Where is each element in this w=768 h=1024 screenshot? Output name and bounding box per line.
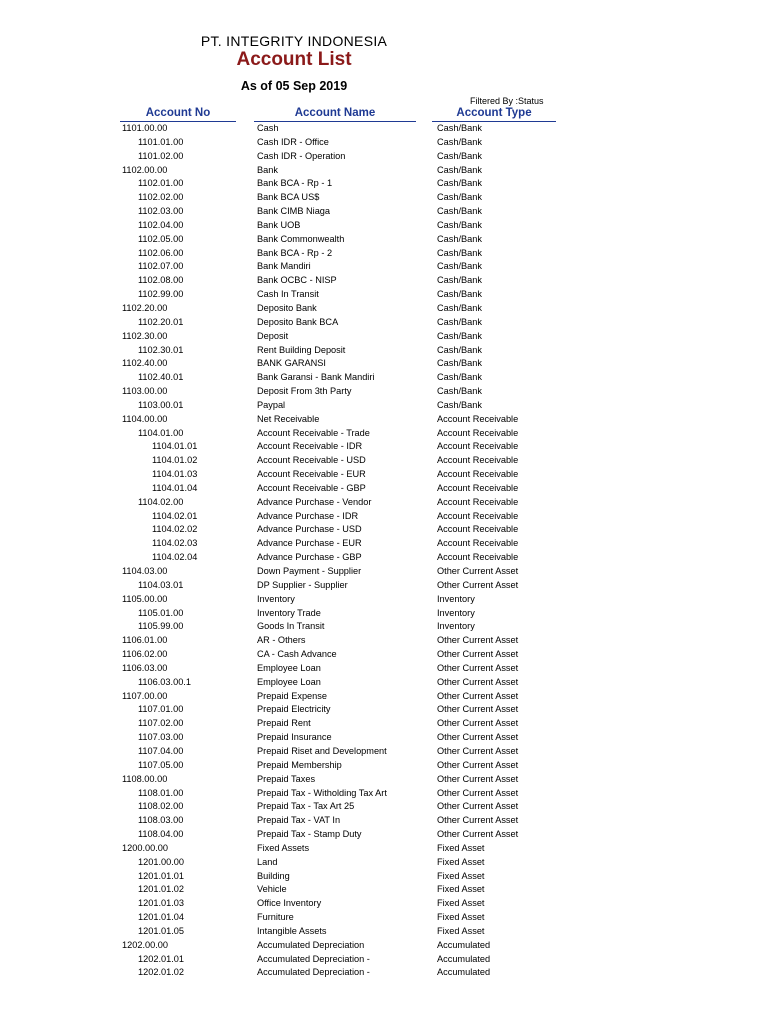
table-row <box>0 399 768 413</box>
account-name: DP Supplier - Supplier <box>257 579 348 590</box>
account-type: Other Current Asset <box>437 649 519 660</box>
account-type: Account Receivable <box>437 510 519 521</box>
account-name: Fixed Assets <box>257 842 310 853</box>
account-type: Account Receivable <box>437 427 519 438</box>
account-no: 1104.02.02 <box>152 524 198 535</box>
account-no: 1104.02.00 <box>138 496 184 507</box>
account-type: Account Receivable <box>437 455 519 466</box>
table-row <box>0 344 768 358</box>
account-type: Other Current Asset <box>437 773 519 784</box>
table-row <box>0 357 768 371</box>
account-no: 1202.01.02 <box>138 967 184 978</box>
table-row <box>0 842 768 856</box>
account-type: Other Current Asset <box>437 635 519 646</box>
account-no: 1106.01.00 <box>122 635 168 646</box>
table-row <box>0 330 768 344</box>
account-type: Fixed Asset <box>437 925 485 936</box>
account-name: Account Receivable - EUR <box>257 469 366 480</box>
company-name: PT. INTEGRITY INDONESIA <box>200 33 388 49</box>
account-no: 1102.04.00 <box>138 219 184 230</box>
account-no: 1104.02.01 <box>152 510 198 521</box>
account-type: Cash/Bank <box>437 275 482 286</box>
account-type: Other Current Asset <box>437 829 519 840</box>
account-no: 1108.02.00 <box>138 801 184 812</box>
account-type: Fixed Asset <box>437 898 485 909</box>
table-row <box>0 191 768 205</box>
account-type: Other Current Asset <box>437 676 519 687</box>
account-type: Fixed Asset <box>437 884 485 895</box>
account-name: BANK GARANSI <box>257 358 326 369</box>
account-name: Account Receivable - Trade <box>257 427 370 438</box>
table-row <box>0 648 768 662</box>
account-no: 1102.30.01 <box>138 344 184 355</box>
account-no: 1106.03.00.1 <box>138 676 191 687</box>
account-no: 1103.00.01 <box>138 399 184 410</box>
account-type: Other Current Asset <box>437 566 519 576</box>
account-name: Account Receivable - IDR <box>257 441 363 452</box>
table-row <box>0 413 768 427</box>
account-name: Prepaid Membership <box>257 759 342 770</box>
table-row <box>0 856 768 870</box>
account-name: Advance Purchase - EUR <box>257 538 362 549</box>
table-row <box>0 911 768 925</box>
account-no: 1201.00.00 <box>138 856 184 867</box>
table-row <box>0 593 768 607</box>
account-name: Prepaid Riset and Development <box>257 745 387 756</box>
account-no: 1106.03.00 <box>122 662 168 673</box>
account-no: 1201.01.04 <box>138 912 184 923</box>
table-row <box>0 482 768 496</box>
table-row <box>0 773 768 787</box>
account-no: 1105.00.00 <box>122 593 168 604</box>
account-name: Building <box>257 870 290 881</box>
report-date: As of 05 Sep 2019 <box>240 79 348 93</box>
account-name: Deposito Bank <box>257 302 317 313</box>
account-type: Fixed Asset <box>437 842 485 853</box>
account-type: Cash/Bank <box>437 399 482 410</box>
table-row <box>0 177 768 191</box>
account-no: 1104.01.00 <box>138 427 184 438</box>
table-row <box>0 371 768 385</box>
account-name: Deposit From 3th Party <box>257 386 352 397</box>
account-name: Bank Garansi - Bank Mandiri <box>257 372 375 383</box>
account-name: CA - Cash Advance <box>257 649 337 660</box>
account-type: Cash/Bank <box>437 330 482 341</box>
table-row <box>0 607 768 621</box>
account-type: Account Receivable <box>437 552 519 563</box>
account-type: Cash/Bank <box>437 206 482 217</box>
account-name: Prepaid Expense <box>257 690 327 701</box>
table-row <box>0 800 768 814</box>
account-no: 1102.01.00 <box>138 178 184 189</box>
account-name: Employee Loan <box>257 662 321 673</box>
account-no: 1103.00.00 <box>122 386 168 397</box>
column-header-account-type: Account Type <box>432 106 556 122</box>
table-row <box>0 703 768 717</box>
account-name: Account Receivable - GBP <box>257 482 366 493</box>
table-row <box>0 717 768 731</box>
account-type: Cash/Bank <box>437 358 482 369</box>
account-name: Bank Mandiri <box>257 261 311 272</box>
account-name: Deposito Bank BCA <box>257 316 339 327</box>
table-row <box>0 274 768 288</box>
table-row <box>0 759 768 773</box>
account-no: 1104.03.01 <box>138 579 184 590</box>
account-no: 1101.02.00 <box>138 150 184 161</box>
account-no: 1104.00.00 <box>122 413 168 424</box>
account-no: 1105.99.00 <box>138 621 184 632</box>
table-row <box>0 233 768 247</box>
account-no: 1102.20.01 <box>138 316 184 327</box>
account-type: Account Receivable <box>437 482 519 493</box>
account-name: Employee Loan <box>257 676 321 687</box>
table-row <box>0 150 768 164</box>
table-row <box>0 454 768 468</box>
table-row <box>0 925 768 939</box>
table-row <box>0 814 768 828</box>
account-name: Inventory <box>257 593 295 604</box>
table-row <box>0 136 768 150</box>
account-no: 1102.40.01 <box>138 372 184 383</box>
account-type: Accumulated <box>437 939 491 950</box>
account-type: Account Receivable <box>437 441 519 452</box>
account-type: Cash/Bank <box>437 344 482 355</box>
account-name: Goods In Transit <box>257 621 325 632</box>
table-row <box>0 164 768 178</box>
table-row <box>0 731 768 745</box>
account-no: 1107.04.00 <box>138 745 184 756</box>
account-no: 1102.02.00 <box>138 192 184 203</box>
table-row <box>0 662 768 676</box>
account-name: Cash IDR - Operation <box>257 150 346 161</box>
account-no: 1202.01.01 <box>138 953 184 964</box>
table-row <box>0 745 768 759</box>
account-type: Fixed Asset <box>437 870 485 881</box>
table-row <box>0 620 768 634</box>
account-no: 1105.01.00 <box>138 607 184 618</box>
account-no: 1106.02.00 <box>122 649 168 660</box>
account-type: Cash/Bank <box>437 386 482 397</box>
account-type: Cash/Bank <box>437 192 482 203</box>
account-type: Inventory <box>437 607 475 618</box>
account-name: Cash <box>257 123 279 133</box>
account-no: 1201.01.03 <box>138 898 184 909</box>
account-type: Fixed Asset <box>437 856 485 867</box>
account-type: Account Receivable <box>437 469 519 480</box>
account-name: Cash IDR - Office <box>257 136 329 147</box>
account-name: Prepaid Insurance <box>257 732 332 743</box>
table-row <box>0 690 768 704</box>
account-no: 1202.00.00 <box>122 939 168 950</box>
account-name: Net Receivable <box>257 413 320 424</box>
account-no: 1104.02.04 <box>152 552 198 563</box>
table-row <box>0 302 768 316</box>
account-type: Cash/Bank <box>437 289 482 300</box>
account-no: 1200.00.00 <box>122 842 168 853</box>
account-name: Deposit <box>257 330 289 341</box>
table-row <box>0 897 768 911</box>
account-type: Other Current Asset <box>437 662 519 673</box>
account-no: 1108.03.00 <box>138 815 184 826</box>
account-no: 1102.99.00 <box>138 289 184 300</box>
account-type: Cash/Bank <box>437 261 482 272</box>
account-no: 1101.00.00 <box>122 123 168 133</box>
table-row <box>0 288 768 302</box>
account-no: 1108.00.00 <box>122 773 168 784</box>
account-no: 1102.40.00 <box>122 358 168 369</box>
account-no: 1104.01.02 <box>152 455 198 466</box>
account-type: Other Current Asset <box>437 759 519 770</box>
column-header-account-no: Account No <box>120 106 236 122</box>
account-name: Accumulated Depreciation - <box>257 967 370 978</box>
account-type: Account Receivable <box>437 538 519 549</box>
table-row <box>0 385 768 399</box>
account-no: 1104.01.04 <box>152 482 198 493</box>
account-no: 1201.01.05 <box>138 925 184 936</box>
account-name: Prepaid Tax - VAT In <box>257 815 341 826</box>
table-row <box>0 579 768 593</box>
account-no: 1102.30.00 <box>122 330 168 341</box>
account-no: 1201.01.02 <box>138 884 184 895</box>
table-row <box>0 939 768 953</box>
account-type: Other Current Asset <box>437 815 519 826</box>
account-name: Furniture <box>257 912 294 923</box>
account-type: Cash/Bank <box>437 372 482 383</box>
table-row <box>0 523 768 537</box>
account-no: 1104.02.03 <box>152 538 198 549</box>
account-name: AR - Others <box>257 635 306 646</box>
account-name: Bank CIMB Niaga <box>257 206 331 217</box>
account-type: Fixed Asset <box>437 912 485 923</box>
account-table <box>0 122 768 980</box>
table-row <box>0 496 768 510</box>
account-name: Intangible Assets <box>257 925 327 936</box>
account-no: 1108.01.00 <box>138 787 184 798</box>
table-row <box>0 870 768 884</box>
table-row <box>0 966 768 980</box>
account-name: Paypal <box>257 399 286 410</box>
account-name: Bank BCA - Rp - 1 <box>257 178 333 189</box>
table-row <box>0 565 768 579</box>
account-no: 1107.03.00 <box>138 732 184 743</box>
table-row <box>0 787 768 801</box>
account-type: Accumulated <box>437 967 491 978</box>
account-no: 1201.01.01 <box>138 870 184 881</box>
account-name: Rent Building Deposit <box>257 344 346 355</box>
account-type: Other Current Asset <box>437 690 519 701</box>
account-name: Prepaid Tax - Stamp Duty <box>257 829 362 840</box>
account-type: Other Current Asset <box>437 704 519 715</box>
account-name: Prepaid Rent <box>257 718 311 729</box>
table-row <box>0 316 768 330</box>
account-type: Cash/Bank <box>437 150 482 161</box>
account-no: 1107.00.00 <box>122 690 168 701</box>
account-name: Bank BCA US$ <box>257 192 320 203</box>
table-row <box>0 247 768 261</box>
account-no: 1102.00.00 <box>122 164 168 175</box>
account-name: Account Receivable - USD <box>257 455 366 466</box>
account-type: Cash/Bank <box>437 233 482 244</box>
account-type: Inventory <box>437 621 475 632</box>
account-name: Inventory Trade <box>257 607 321 618</box>
account-no: 1107.02.00 <box>138 718 184 729</box>
account-type: Cash/Bank <box>437 316 482 327</box>
account-name: Land <box>257 856 278 867</box>
account-name: Advance Purchase - GBP <box>257 552 362 563</box>
table-row <box>0 828 768 842</box>
report-title: Account List <box>236 49 352 70</box>
account-name: Office Inventory <box>257 898 322 909</box>
table-row <box>0 883 768 897</box>
account-type: Cash/Bank <box>437 164 482 175</box>
account-name: Cash In Transit <box>257 289 319 300</box>
table-row <box>0 551 768 565</box>
account-type: Account Receivable <box>437 496 519 507</box>
table-row <box>0 953 768 967</box>
account-no: 1102.20.00 <box>122 302 168 313</box>
account-name: Prepaid Electricity <box>257 704 331 715</box>
account-name: Bank OCBC - NISP <box>257 275 337 286</box>
account-name: Bank BCA - Rp - 2 <box>257 247 333 258</box>
account-type: Account Receivable <box>437 413 519 424</box>
account-name: Bank Commonwealth <box>257 233 345 244</box>
table-row <box>0 537 768 551</box>
account-no: 1104.03.00 <box>122 566 168 576</box>
account-type: Cash/Bank <box>437 247 482 258</box>
account-no: 1104.01.03 <box>152 469 198 480</box>
account-name: Prepaid Tax - Witholding Tax Art <box>257 787 387 798</box>
account-no: 1104.01.01 <box>152 441 198 452</box>
account-type: Other Current Asset <box>437 745 519 756</box>
account-name: Prepaid Taxes <box>257 773 316 784</box>
account-name: Bank UOB <box>257 219 301 230</box>
account-type: Other Current Asset <box>437 801 519 812</box>
account-type: Other Current Asset <box>437 787 519 798</box>
table-row <box>0 510 768 524</box>
table-row <box>0 676 768 690</box>
account-no: 1102.03.00 <box>138 206 184 217</box>
account-type: Cash/Bank <box>437 136 482 147</box>
account-no: 1102.07.00 <box>138 261 184 272</box>
column-header-account-name: Account Name <box>254 106 416 122</box>
account-type: Cash/Bank <box>437 123 482 133</box>
account-name: Accumulated Depreciation <box>257 939 365 950</box>
table-row <box>0 427 768 441</box>
account-type: Cash/Bank <box>437 219 482 230</box>
account-type: Accumulated <box>437 953 491 964</box>
account-no: 1102.08.00 <box>138 275 184 286</box>
account-type: Account Receivable <box>437 524 519 535</box>
account-type: Other Current Asset <box>437 579 519 590</box>
account-no: 1107.01.00 <box>138 704 184 715</box>
table-row <box>0 219 768 233</box>
table-row <box>0 122 768 136</box>
account-no: 1102.06.00 <box>138 247 184 258</box>
account-type: Other Current Asset <box>437 718 519 729</box>
table-row <box>0 468 768 482</box>
account-no: 1102.05.00 <box>138 233 184 244</box>
table-row <box>0 260 768 274</box>
account-no: 1107.05.00 <box>138 759 184 770</box>
account-type: Cash/Bank <box>437 178 482 189</box>
account-name: Advance Purchase - USD <box>257 524 362 535</box>
account-type: Other Current Asset <box>437 732 519 743</box>
account-type: Inventory <box>437 593 475 604</box>
table-row <box>0 440 768 454</box>
account-no: 1108.04.00 <box>138 829 184 840</box>
account-name: Advance Purchase - IDR <box>257 510 359 521</box>
account-no: 1101.01.00 <box>138 136 184 147</box>
account-name: Bank <box>257 164 278 175</box>
table-row <box>0 634 768 648</box>
filter-note: Filtered By :Status <box>470 96 544 106</box>
account-name: Vehicle <box>257 884 287 895</box>
account-name: Down Payment - Supplier <box>257 566 362 576</box>
account-name: Prepaid Tax - Tax Art 25 <box>257 801 355 812</box>
table-row <box>0 205 768 219</box>
account-type: Cash/Bank <box>437 302 482 313</box>
account-name: Accumulated Depreciation - <box>257 953 370 964</box>
account-name: Advance Purchase - Vendor <box>257 496 372 507</box>
